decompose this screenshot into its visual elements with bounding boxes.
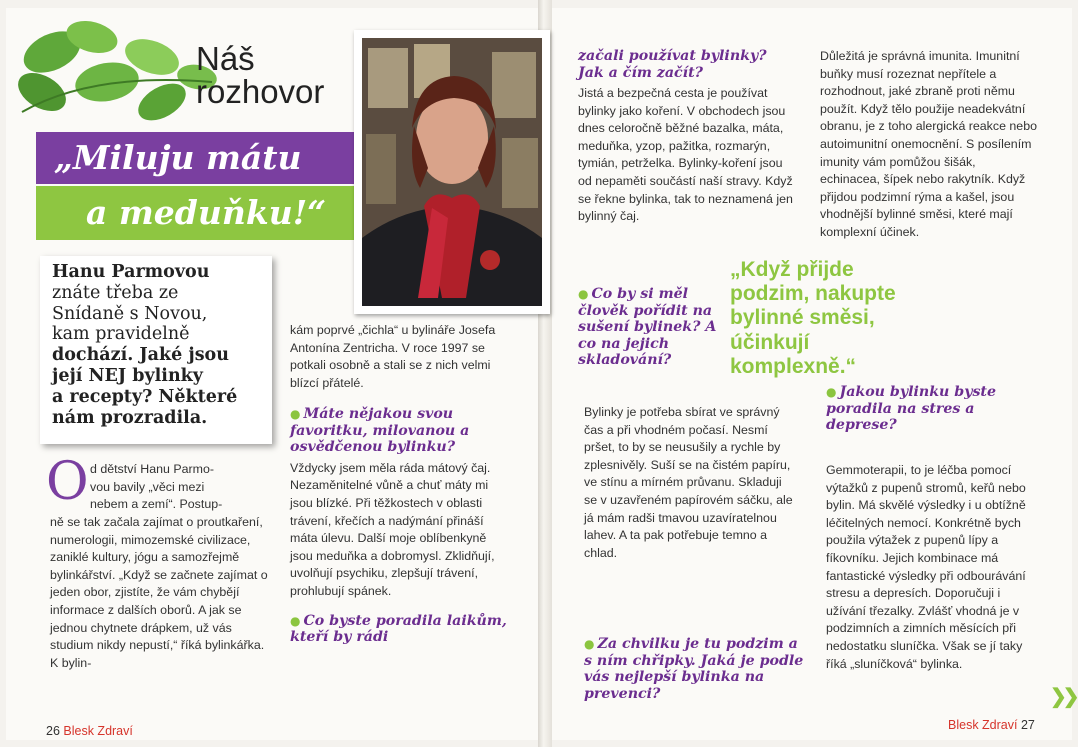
left-folio: [46, 724, 133, 738]
right-brand: Blesk Zdraví: [948, 718, 1018, 732]
continue-chevrons-icon: ❯❯: [1050, 686, 1076, 708]
intro-text: [52, 262, 268, 428]
question-text: Za chvilku je tu podzim a s ním chřipky. Jaká je podle vás nejlepší bylinka na prevenci?: [584, 636, 804, 702]
answer-stress: Gemmoterapii, to je léčba pomocí výtažků z pupenů stromů, keřů nebo bylin. Má skvělé výsledky i u obtížně léčitelných nemocí. Konkrétně bych použila výtažek z pupenů lípy a fíkovníku. Jejich kombinace má fantastické výsledky při odbourávání stresu a depresích. Doporučuji i užívání třezalky. Zvlášť vhodná je v podzimních a zimních měsících při nedostatku sluníčka. Však se jí taky říká „sluníčková“ bylinka.: [826, 463, 1026, 671]
mint-leaves-image: [12, 12, 222, 124]
intro-line: Hanu Parmovou: [52, 262, 210, 282]
question-favorite: [290, 406, 512, 456]
col2: [290, 322, 512, 650]
question-drying: [578, 286, 724, 369]
drop-cap: O: [46, 452, 89, 512]
col3-answer-drying: [584, 404, 798, 562]
col1-body: [50, 514, 268, 672]
section-label: [196, 42, 324, 108]
col4-answer-stress: [826, 462, 1038, 673]
question-text: Co by si měl člověk pořídit na sušení bylinek? A co na jejich skladování?: [578, 286, 717, 368]
portrait-photo: [354, 30, 550, 314]
col1-intro-lines: [90, 461, 268, 514]
bullet-icon: ●: [578, 287, 589, 301]
intro-line: Snídaně s Novou,: [52, 303, 208, 324]
col4-question-stress: [826, 384, 1038, 438]
bullet-icon: ●: [584, 637, 595, 651]
intro-line: a recepty? Některé: [52, 386, 238, 407]
intro-line: kam pravidelně: [52, 324, 190, 345]
bullet-icon: ●: [290, 407, 301, 422]
question-beginners: [290, 613, 512, 646]
answer-favorite: Vždycky jsem měla ráda mátový čaj. Nezaměnitelné vůně a chuť máty mi jsou blízké. Při těžkostech v oblasti trávení, křečích a nadýmání přináší máta úlevu. Další moje oblíbenkyně jsou meduňka a dobromysl. Zklidňují, uvolňují psychiku, zlepšují trávení, prohlubují spánek.: [290, 460, 495, 599]
title-line-2: a meduňku!“: [86, 193, 327, 232]
question-flu: [584, 636, 810, 702]
section-label-line2: rozhovor: [196, 73, 325, 110]
right-folio: [948, 718, 1035, 732]
question-text: Co byste poradila laikům, kteří by rádi: [290, 612, 507, 646]
intro-line: její NEJ bylinky: [52, 365, 203, 386]
col3-question-drying: [578, 286, 724, 373]
bullet-icon: ●: [290, 613, 301, 628]
col3: [578, 48, 796, 226]
answer-beginners: Jistá a bezpečná cesta je používat bylinky jako koření. V obchodech jsou dnes celoročně běžné bazalka, máta, meduňka, yzop, pažitka, rozmarýn, tymián, petrželka. Bylinky-koření jsou od nepaměti součástí naší stravy. Když se řekne bylinka, tak to neznamená jen bylinný čaj.: [578, 86, 793, 224]
bullet-icon: ●: [826, 385, 837, 399]
right-page-number: 27: [1020, 718, 1035, 732]
question-text: Jakou bylinku byste poradila na stres a deprese?: [826, 384, 997, 433]
question-stress: [826, 384, 1038, 434]
section-label-line1: Náš: [196, 40, 255, 77]
intro-line: znáte třeba ze: [52, 282, 179, 303]
col1-line: vou bavily „věci mezi: [90, 479, 205, 494]
col3-question-flu: [584, 636, 810, 706]
question-beginners-cont: začali používat bylinky? Jak a čím začít?: [578, 48, 767, 81]
col1-paragraph: ně se tak začala zajímat o proutkaření, numerologii, mimozemské civilizace, zaniklé kultury, jógu a samozřejmě bylinkářství. „Když se začnete zajímat o jeden obor, zjistíte, že vám chybějí informace z dalších oborů. A jak se jednou chytnete drápkem, už vás studium nikdy nepustí,“ říká bylinkářka. K bylin-: [50, 515, 268, 670]
answer-immunity: Důležitá je správná imunita. Imunitní buňky musí rozeznat nepřítele a rozhodnout, jaké zbraně proti němu použít. Když tělo použije neadekvátní obranu, je z toho alergická reakce nebo autoimunitní onemocnění. S posílením imunity vám pomůžou šišák, echinacea, šípek nebo rakytník. Když přijdou podzimní rýma a kašel, jsou vhodnější bylinné směsi, které mají komplexní účinek.: [820, 49, 1037, 239]
left-brand: Blesk Zdraví: [63, 724, 133, 738]
col2-paragraph: kám poprvé „čichla“ u bylináře Josefa Antonína Zentricha. V roce 1997 se potkali osobně a stali se z nich velmi blízcí přátelé.: [290, 323, 496, 390]
answer-drying: Bylinky je potřeba sbírat ve správný čas a při vhodném počasí. Nesmí pršet, to by se neusušily a rychle by zplesnivěly. Suší se na čistém papíru, ve stínu a mírném průvanu. Skladuji se v uzavřeném papírovém sáčku, ale já mám radši tmavou uzavíratelnou lahev. A ta pak potřebuje temno a chlad.: [584, 405, 793, 560]
col1-line: d dětství Hanu Parmo-: [90, 462, 214, 476]
intro-line: nám prozradila.: [52, 407, 208, 428]
title-line-1: „Miluju mátu: [54, 138, 302, 177]
intro-line: dochází. Jaké jsou: [52, 345, 229, 366]
col4-answer-immunity: [820, 48, 1038, 242]
question-text: Máte nějakou svou favoritku, milovanou a osvědčenou bylinku?: [290, 406, 470, 456]
col1-line: nebem a zemí“. Postup-: [90, 497, 223, 512]
left-page-number: 26: [46, 724, 60, 738]
pull-quote: „Když přijde podzim, nakupte bylinné směsi, účinkují komplexně.“: [730, 258, 896, 378]
